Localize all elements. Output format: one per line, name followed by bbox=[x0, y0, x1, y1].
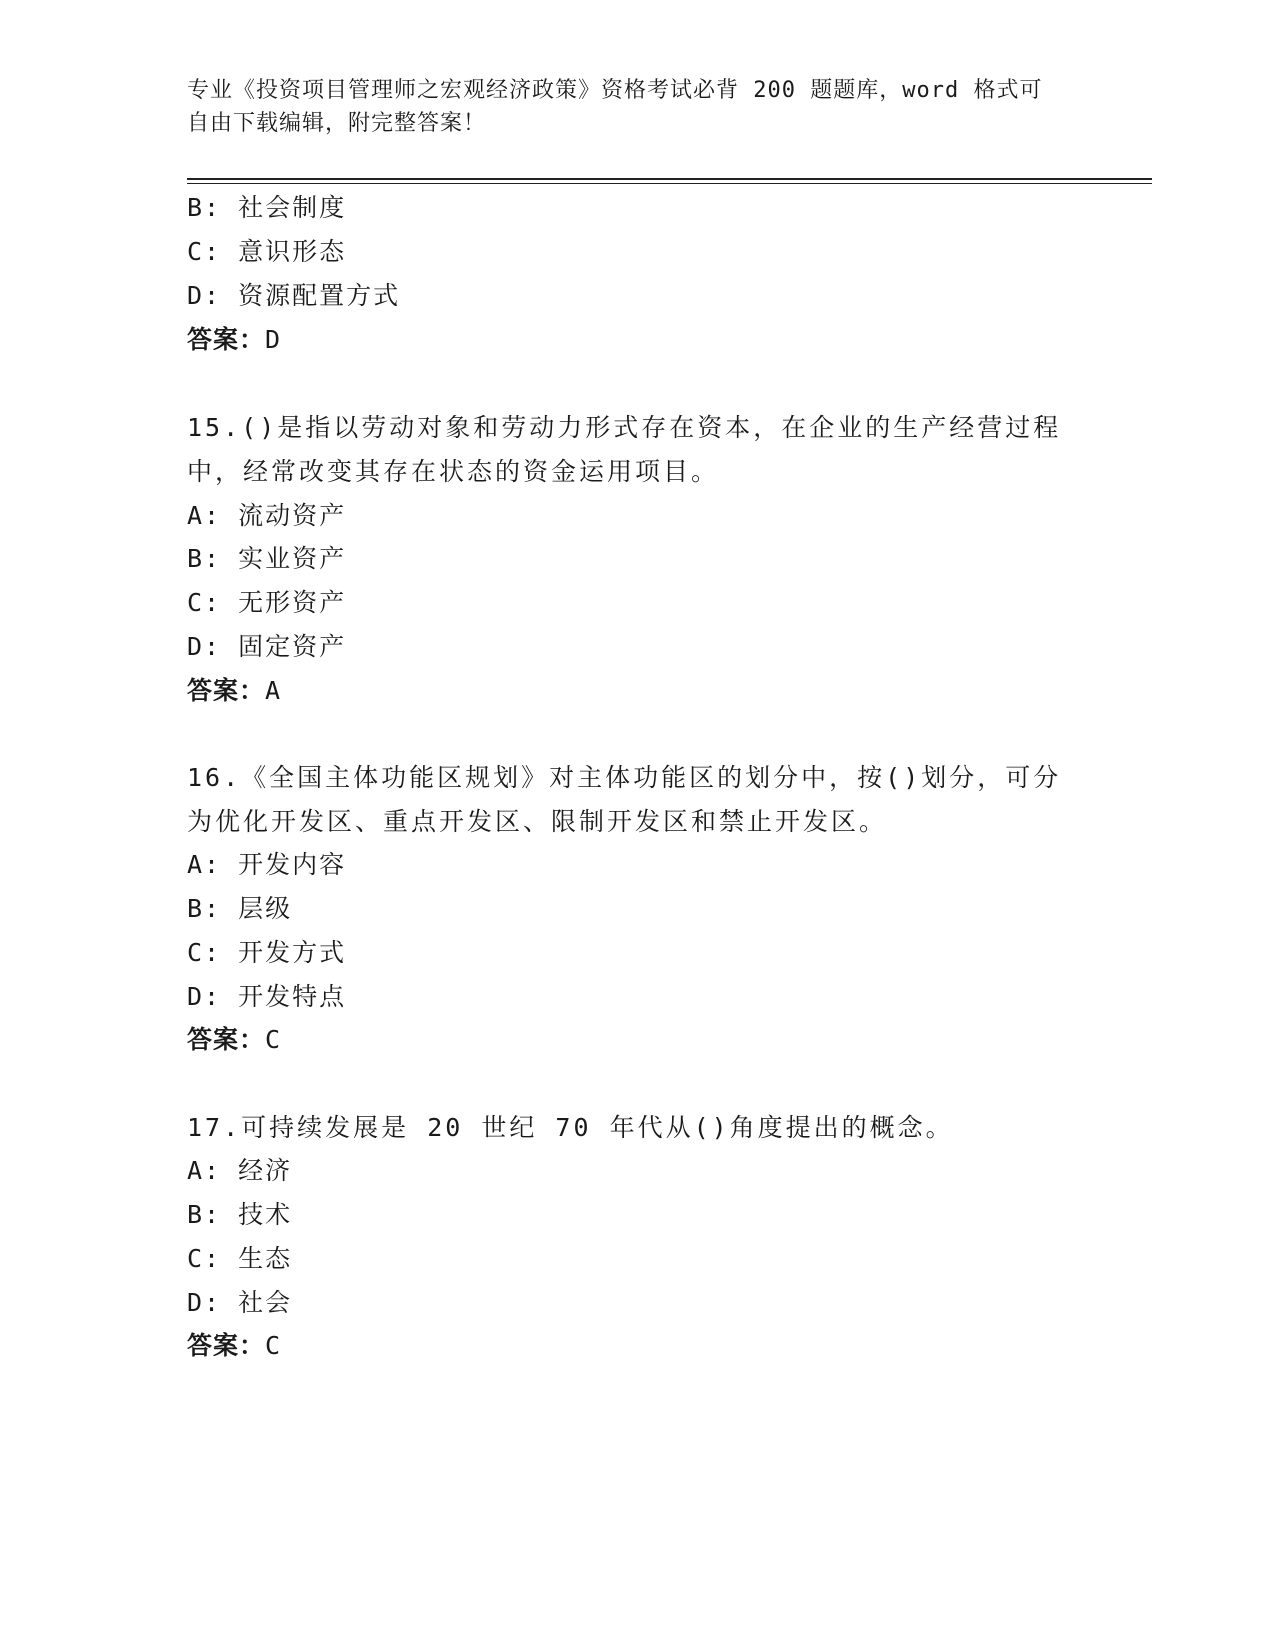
header-line-1: 专业《投资项目管理师之宏观经济政策》资格考试必背 200 题题库，word 格式可 bbox=[187, 78, 1043, 103]
header-rule-thick bbox=[187, 178, 1152, 180]
answer-label: 答案： bbox=[187, 325, 266, 354]
header-line-2: 自由下载编辑，附完整答案！ bbox=[187, 111, 487, 136]
answer-label: 答案： bbox=[187, 676, 266, 705]
q15-answer bbox=[187, 676, 282, 706]
q15-option-c: C: 无形资产 bbox=[187, 588, 347, 617]
q14-option-d: D: 资源配置方式 bbox=[187, 281, 401, 310]
answer-value: C bbox=[265, 1331, 283, 1360]
q16-stem-line-2: 为优化开发区、重点开发区、限制开发区和禁止开发区。 bbox=[187, 807, 888, 836]
q17-stem-line-1: 17.可持续发展是 20 世纪 70 年代从()角度提出的概念。 bbox=[187, 1113, 954, 1142]
q15-stem-line-1: 15.()是指以劳动对象和劳动力形式存在资本，在企业的生产经营过程 bbox=[187, 413, 1062, 442]
answer-value: D bbox=[265, 325, 283, 354]
q17-option-a: A: 经济 bbox=[187, 1156, 293, 1185]
q15-option-b: B: 实业资产 bbox=[187, 544, 347, 573]
q16-answer bbox=[187, 1025, 282, 1055]
q17-answer bbox=[187, 1331, 282, 1361]
q16-option-b: B: 层级 bbox=[187, 894, 293, 923]
q15-option-d: D: 固定资产 bbox=[187, 632, 347, 661]
q16-option-a: A: 开发内容 bbox=[187, 850, 347, 879]
q16-option-c: C: 开发方式 bbox=[187, 938, 347, 967]
q14-answer bbox=[187, 325, 282, 355]
q14-option-c: C: 意识形态 bbox=[187, 237, 347, 266]
q15-stem-line-2: 中，经常改变其存在状态的资金运用项目。 bbox=[187, 457, 720, 486]
answer-value: A bbox=[265, 676, 283, 705]
q15-option-a: A: 流动资产 bbox=[187, 501, 347, 530]
q17-option-d: D: 社会 bbox=[187, 1288, 293, 1317]
answer-value: C bbox=[265, 1025, 283, 1054]
document-header bbox=[187, 74, 1087, 140]
q16-stem-line-1: 16.《全国主体功能区规划》对主体功能区的划分中，按()划分，可分 bbox=[187, 763, 1062, 792]
header-rule-thin bbox=[187, 183, 1152, 184]
q17-option-c: C: 生态 bbox=[187, 1244, 293, 1273]
q17-option-b: B: 技术 bbox=[187, 1200, 293, 1229]
q14-option-b: B: 社会制度 bbox=[187, 193, 347, 222]
answer-label: 答案： bbox=[187, 1025, 266, 1054]
answer-label: 答案： bbox=[187, 1331, 266, 1360]
q16-option-d: D: 开发特点 bbox=[187, 982, 347, 1011]
